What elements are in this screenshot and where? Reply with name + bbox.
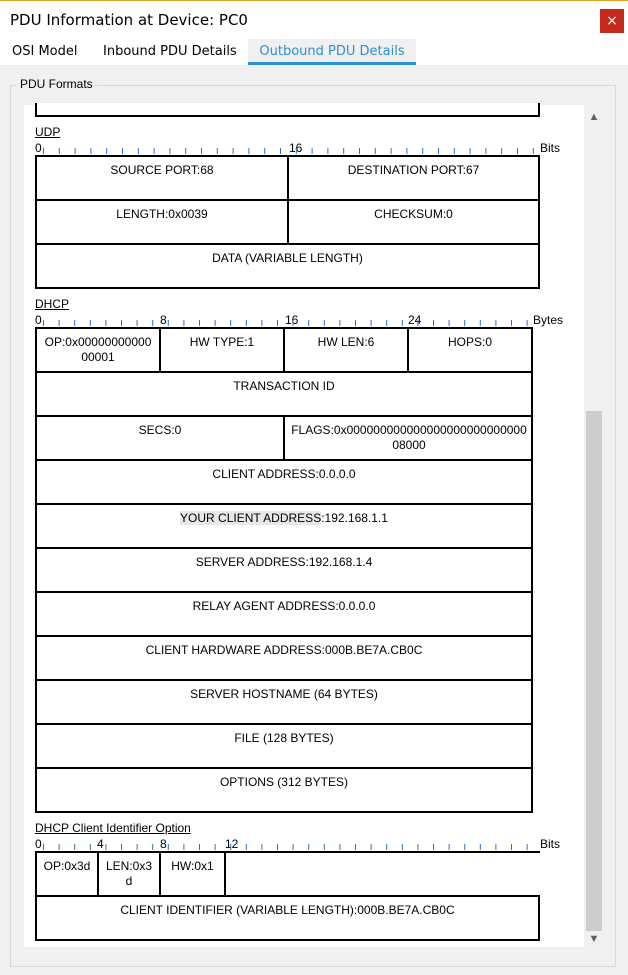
dhcp-client-id-title: DHCP Client Identifier Option	[35, 821, 191, 835]
client-id-op: OP:0x3d	[35, 851, 99, 897]
dhcp-unit-label: Bytes	[533, 313, 564, 327]
client-id-len: LEN:0x3d	[97, 851, 161, 897]
your-client-address-label: YOUR CLIENT ADDRESS	[180, 511, 322, 525]
dhcp-flags: FLAGS:0x00000000000000000000000000008000	[283, 415, 533, 461]
udp-source-port: SOURCE PORT:68	[35, 155, 289, 201]
dhcp-tick-label: 24	[408, 313, 422, 327]
tab-outbound-pdu-details[interactable]: Outbound PDU Details	[248, 39, 416, 65]
dhcp-section-title: DHCP	[35, 297, 70, 311]
dhcp-your-client-address	[35, 503, 533, 549]
tab-inbound-pdu-details[interactable]: Inbound PDU Details	[103, 44, 237, 59]
client-id-tick-label: 0	[35, 837, 42, 851]
dhcp-op: OP:0x0000000000000001	[35, 327, 161, 373]
client-id-unit-label: Bits	[540, 837, 561, 851]
udp-tick-label: 0	[35, 141, 42, 155]
your-client-address-value: :192.168.1.1	[321, 511, 388, 525]
dhcp-tick-label: 16	[285, 313, 299, 327]
client-id-tick-label: 12	[225, 837, 239, 851]
dhcp-transaction-id: TRANSACTION ID	[35, 371, 533, 417]
udp-tick-label: 16	[289, 141, 303, 155]
udp-destination-port: DESTINATION PORT:67	[287, 155, 540, 201]
client-id-ruler-svg	[43, 843, 535, 851]
dhcp-server-address: SERVER ADDRESS:192.168.1.4	[35, 547, 533, 593]
close-button[interactable]: ×	[600, 9, 624, 33]
title-bar	[0, 1, 628, 37]
scroll-down-arrow-icon[interactable]: ▼	[588, 933, 600, 945]
client-id-tick-label: 4	[97, 837, 104, 851]
udp-data: DATA (VARIABLE LENGTH)	[35, 243, 540, 289]
dhcp-secs: SECS:0	[35, 415, 285, 461]
dhcp-file: FILE (128 BYTES)	[35, 723, 533, 769]
scroll-up-arrow-icon[interactable]: ▲	[588, 111, 600, 123]
dhcp-relay-agent-address: RELAY AGENT ADDRESS:0.0.0.0	[35, 591, 533, 637]
dhcp-hw-len: HW LEN:6	[283, 327, 409, 373]
dhcp-server-hostname: SERVER HOSTNAME (64 BYTES)	[35, 679, 533, 725]
udp-length: LENGTH:0x0039	[35, 199, 289, 245]
client-id-tick-label: 8	[160, 837, 167, 851]
window-title: PDU Information at Device: PC0	[10, 11, 248, 29]
pdu-formats-label: PDU Formats	[16, 77, 97, 91]
udp-unit-label: Bits	[540, 141, 561, 155]
dhcp-tick-label: 8	[160, 313, 167, 327]
vertical-scrollbar[interactable]	[584, 105, 604, 947]
dhcp-client-address: CLIENT ADDRESS:0.0.0.0	[35, 459, 533, 505]
dhcp-hops: HOPS:0	[407, 327, 533, 373]
udp-ruler-svg	[43, 147, 535, 155]
client-id-bit-ruler	[43, 843, 535, 851]
tab-osi-model[interactable]: OSI Model	[12, 44, 78, 59]
dhcp-tick-label: 0	[35, 313, 42, 327]
udp-section-title: UDP	[35, 125, 61, 139]
scrollbar-thumb[interactable]	[586, 411, 602, 931]
tab-bar	[0, 39, 628, 65]
dhcp-client-hardware-address: CLIENT HARDWARE ADDRESS:000B.BE7A.CB0C	[35, 635, 533, 681]
udp-checksum: CHECKSUM:0	[287, 199, 540, 245]
dhcp-byte-ruler	[43, 319, 529, 327]
previous-section-box	[35, 103, 540, 117]
client-id-client-identifier: CLIENT IDENTIFIER (VARIABLE LENGTH):000B.BE7A.CB0C	[35, 895, 540, 941]
dhcp-hw-type: HW TYPE:1	[159, 327, 285, 373]
dhcp-ruler-svg	[43, 319, 529, 327]
client-id-blank	[224, 851, 540, 897]
udp-bit-ruler	[43, 147, 535, 155]
client-id-hw: HW:0x1	[159, 851, 226, 897]
dhcp-options: OPTIONS (312 BYTES)	[35, 767, 533, 813]
